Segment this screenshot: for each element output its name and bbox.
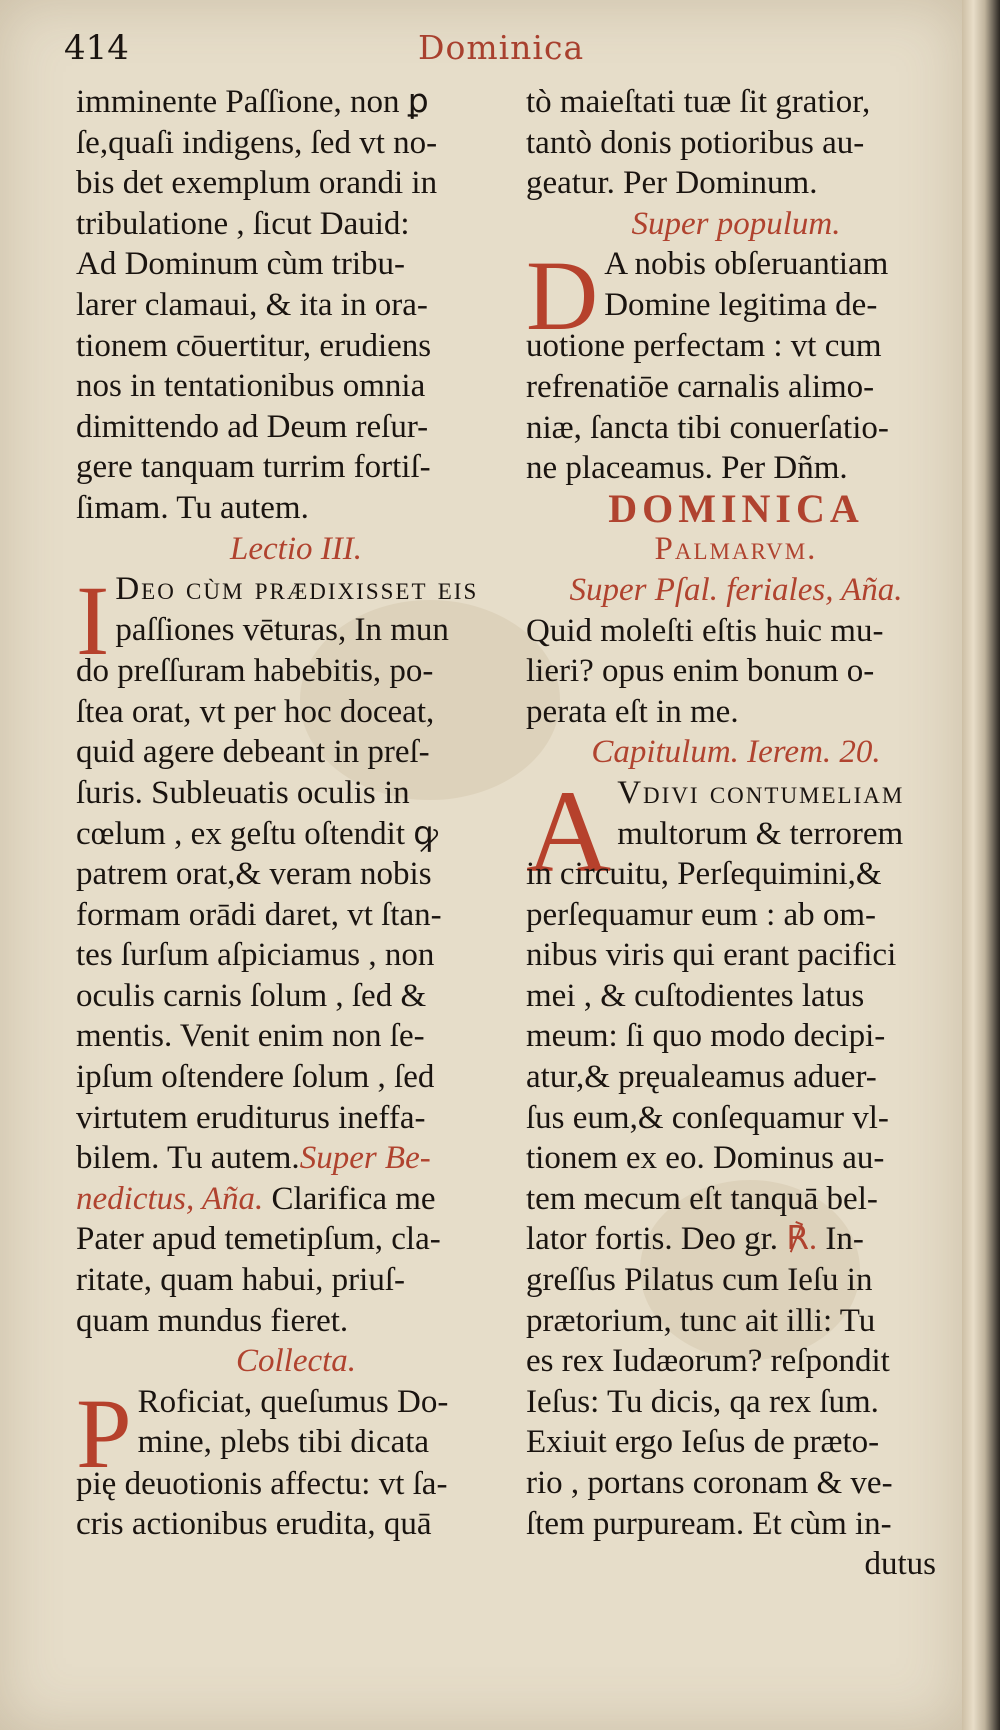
text-line: in circuitu, Perſequimini,& [526, 856, 882, 893]
benedictus-rubric: nedictus, Aña. [76, 1180, 264, 1217]
text-line: Pater apud temetipſum, cla- [76, 1221, 441, 1258]
text-line: uotione perfectam : vt cum [526, 328, 882, 365]
text-line: formam orādi daret, vt ſtan- [76, 896, 442, 933]
text-line: Roficiat, queſumus Do- [137, 1383, 449, 1420]
text-line [76, 1179, 516, 1220]
text-line: Exiuit ergo Ieſus de præto- [526, 1424, 880, 1461]
text-line: ſtem purpuream. Et cùm in- [526, 1505, 892, 1542]
collecta-paragraph [76, 1377, 516, 1545]
palmarum-title: Palmarvm. [654, 531, 818, 568]
text-line: tò maieſtati tuæ ſit gratior, [526, 84, 871, 120]
text-line: nos in tentationibus omnia [76, 368, 426, 405]
page-edge [962, 0, 1000, 1730]
text-line: nibus viris qui erant pacifici [526, 937, 897, 974]
text-line: ſe,quaſi indigens, ſed vt no- [76, 124, 438, 161]
text-line: tes ſurſum aſpiciamus , non [76, 937, 435, 974]
text-line: mine, plebs tibi dicata [137, 1424, 430, 1461]
text-line: oculis carnis ſolum , ſed & [76, 977, 427, 1014]
lectio-paragraph [76, 565, 516, 1341]
drop-capital: A [526, 765, 612, 897]
text-line: ne placeamus. Per Dñm. [526, 450, 848, 487]
text-line: Quid moleſti eſtis huic mu- [526, 612, 884, 649]
text-line: quid agere debeant in preſ- [76, 734, 430, 771]
text-line [76, 569, 516, 610]
text-line: gere tanquam turrim fortiſ- [76, 449, 431, 486]
text-line: mentis. Venit enim non ſe- [76, 1018, 425, 1055]
text-line: tionem ex eo. Dominus au- [526, 1140, 885, 1177]
text-line: Ad Dominum cùm tribu- [76, 246, 406, 283]
text-line: ſus eum,& conſequamur vl- [526, 1099, 889, 1136]
text-line: meum: ſi quo modo decipi- [526, 1018, 886, 1055]
text-line: geatur. Per Dominum. [526, 165, 818, 202]
text-line: ipſum oſtendere ſolum , ſed [76, 1059, 435, 1096]
running-title: Dominica [418, 28, 585, 67]
tu-autem: bilem. Tu autem. [76, 1140, 300, 1177]
text-line: mei , & cuſtodientes latus [526, 977, 865, 1014]
text-line: larer clamaui, & ita in ora- [76, 286, 428, 323]
text-line: cris actionibus erudita, quā [76, 1506, 432, 1543]
collecta-heading: Collecta. [235, 1343, 357, 1380]
text-line: do preſſuram habebitis, po- [76, 653, 434, 690]
text-line: greſſus Pilatus cum Ieſu in [526, 1262, 873, 1299]
drop-capital: P [76, 1377, 132, 1489]
catchword: dutus [864, 1546, 936, 1583]
responsory-start: In- [825, 1221, 864, 1258]
right-column [526, 82, 946, 1585]
text-line [76, 1138, 516, 1179]
text-line [526, 1219, 946, 1260]
left-column [76, 82, 516, 1545]
lectio-heading: Lectio III. [230, 530, 362, 567]
super-populum-paragraph [526, 240, 946, 488]
text-line: Domine legitima de- [604, 286, 878, 323]
lectio-first-line: Deo cùm prædixiſſet eis [115, 571, 479, 608]
capitulum-first-line: Vdivi contumeliam [617, 774, 905, 811]
drop-capital: D [526, 240, 599, 352]
text-line: quam mundus fieret. [76, 1302, 349, 1339]
capitulum-heading: Capitulum. Ierem. 20. [591, 734, 881, 771]
text-line: imminente Paſſione, non ꝑ [76, 84, 429, 120]
text-line: ſimam. Tu autem. [76, 489, 309, 526]
text-line: tionem cōuertitur, erudiens [76, 327, 432, 364]
text-line: tribulatione , ſicut Dauid: [76, 205, 410, 242]
text-line: patrem orat,& veram nobis [76, 856, 432, 893]
dominica-title: DOMINICA [608, 485, 864, 531]
responsory-mark: ℟. [786, 1221, 818, 1258]
super-populum-heading: Super populum. [631, 205, 841, 242]
text-line: es rex Iudæorum? reſpondit [526, 1343, 890, 1380]
folio-number: 414 [64, 28, 129, 68]
capitulum-paragraph [526, 765, 946, 1585]
text-line: paſſiones vēturas, In mun [115, 611, 449, 648]
text-line: Ieſus: Tu dicis, qa rex ſum. [526, 1383, 879, 1420]
drop-capital: I [76, 565, 110, 677]
text-line: lieri? opus enim bonum o- [526, 653, 875, 690]
text-line: cœlum , ex geſtu oſtendit ꝙ [76, 815, 439, 852]
text-line: dimittendo ad Deum reſur- [76, 408, 429, 445]
text-line: bis det exemplum orandi in [76, 165, 438, 202]
antiphon-text: Clarifica me [271, 1180, 436, 1217]
text-line: perata eſt in me. [526, 693, 739, 730]
text-line: virtutem eruditurus ineffa- [76, 1099, 426, 1136]
psalm-heading: Super Pſal. feriales, Aña. [569, 571, 903, 608]
text-line: perſequamur eum : ab om- [526, 896, 877, 933]
text-line: rio , portans coronam & ve- [526, 1465, 893, 1501]
text-line: A nobis obſeruantiam [604, 246, 889, 283]
text-line: tantò donis potioribus au- [526, 124, 865, 161]
text-line: multorum & terrorem [617, 815, 904, 852]
text-line: ritate, quam habui, priuſ- [76, 1262, 405, 1299]
text-line: ſtea orat, vt per hoc doceat, [76, 693, 435, 730]
text-line: pię deuotionis affectu: vt ſa- [76, 1465, 448, 1502]
text-line: atur,& pręualeamus aduer- [526, 1059, 877, 1096]
text-line: tem mecum eſt tanquā bel- [526, 1180, 878, 1217]
text-line: ſuris. Subleuatis oculis in [76, 774, 410, 811]
text-line: refrenatiōe carnalis alimo- [526, 368, 875, 405]
text-line: prætorium, tunc ait illi: Tu [526, 1302, 876, 1339]
deo-gratias: lator fortis. Deo gr. [526, 1221, 779, 1258]
text-line: niæ, ſancta tibi conuerſatio- [526, 409, 889, 446]
benedictus-rubric: Super Be- [299, 1140, 431, 1177]
